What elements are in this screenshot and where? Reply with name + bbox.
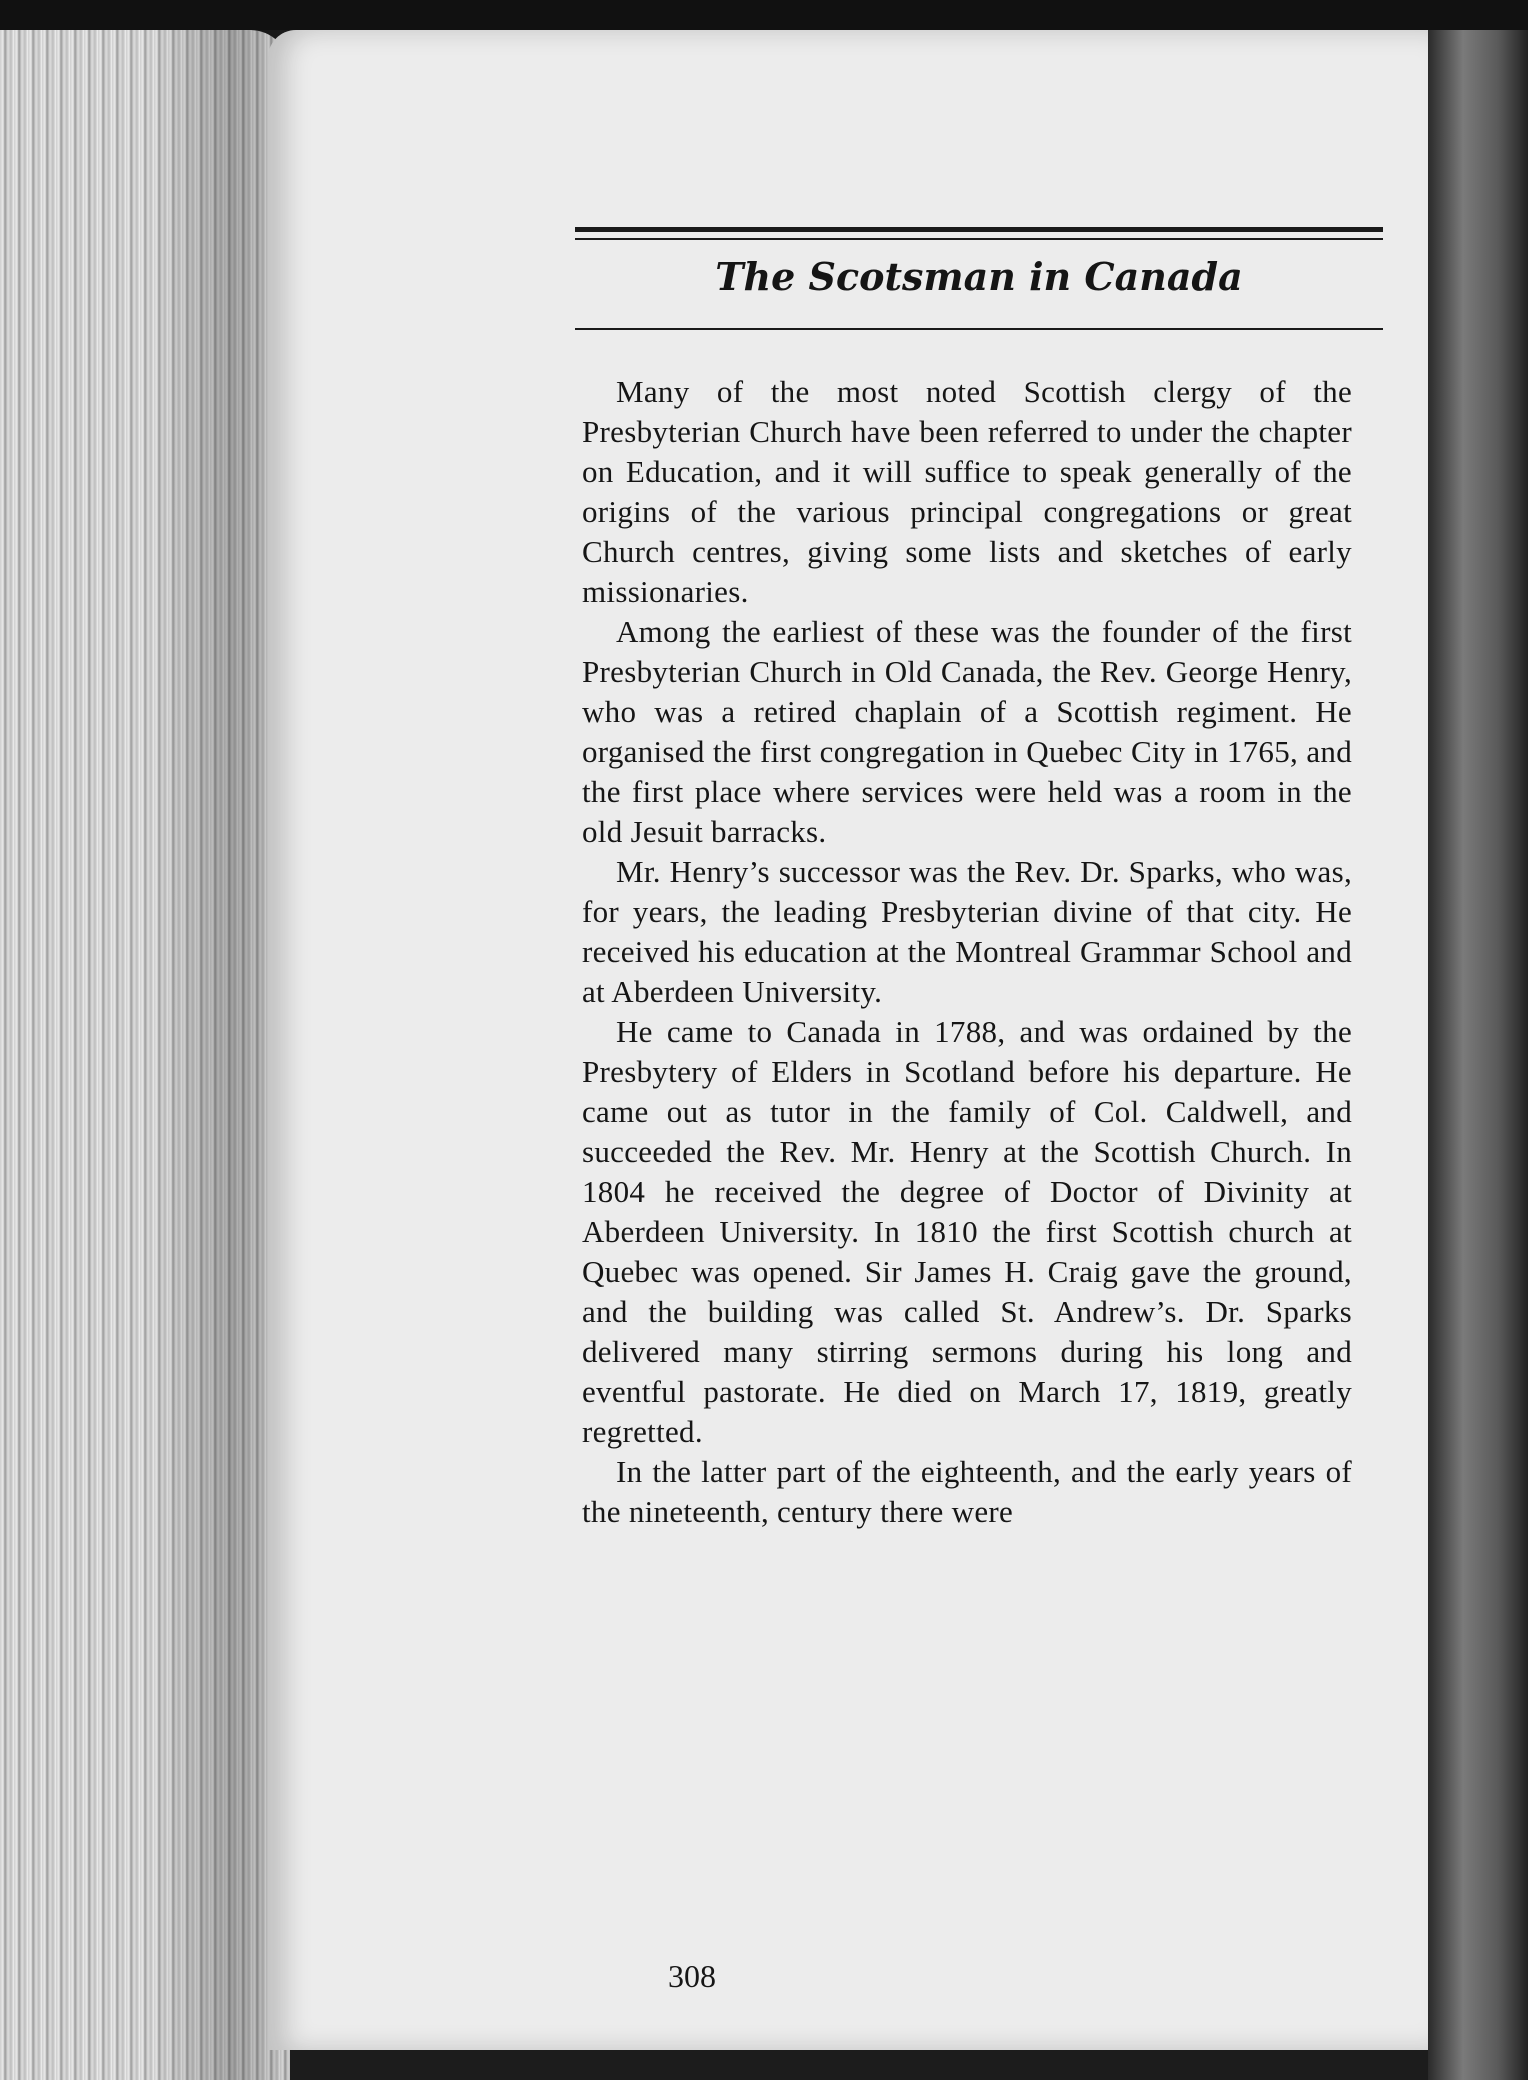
paragraph: Mr. Henry’s successor was the Rev. Dr. Sparks, who was, for years, the leading Presbyterian divine of that city. He received his education at the Montreal Grammar School and at Aberdeen University. (582, 854, 1352, 1009)
header-rule-thin (575, 238, 1383, 240)
header-rule-under (575, 328, 1383, 330)
book-cover-edge (1428, 30, 1528, 2080)
paragraph: Among the earliest of these was the founder of the first Presbyterian Church in Old Canada, the Rev. George Henry, who was a retired chaplain of a Scottish regiment. He organised the first congregation in Quebec City in 1765, and the first place where services were held was a room in the old Jesuit barracks. (582, 614, 1352, 849)
body-text (582, 372, 1352, 1532)
paragraph: Many of the most noted Scottish clergy of the Presbyterian Church have been referred to under the chapter on Education, and it will suffice to speak generally of the origins of the various principal congregations or great Church centres, giving some lists and sketches of early missionaries. (582, 374, 1352, 609)
running-head: The Scotsman in Canada (715, 254, 1243, 299)
paragraph: He came to Canada in 1788, and was ordained by the Presbytery of Elders in Scotland before his departure. He came out as tutor in the family of Col. Caldwell, and succeeded the Rev. Mr. Henry at the Scottish Church. In 1804 he received the degree of Doctor of Divinity at Aberdeen University. In 1810 the first Scottish church at Quebec was opened. Sir James H. Craig gave the ground, and the building was called St. Andrew’s. Dr. Sparks delivered many stirring sermons during his long and eventful pastorate. He died on March 17, 1819, greatly regretted. (582, 1014, 1352, 1449)
scan-top-edge (0, 0, 1528, 30)
header-rule-thick (575, 227, 1383, 232)
page-number: 308 (668, 1958, 716, 1994)
paragraph: In the latter part of the eighteenth, and the early years of the nineteenth, century there were (582, 1454, 1352, 1529)
